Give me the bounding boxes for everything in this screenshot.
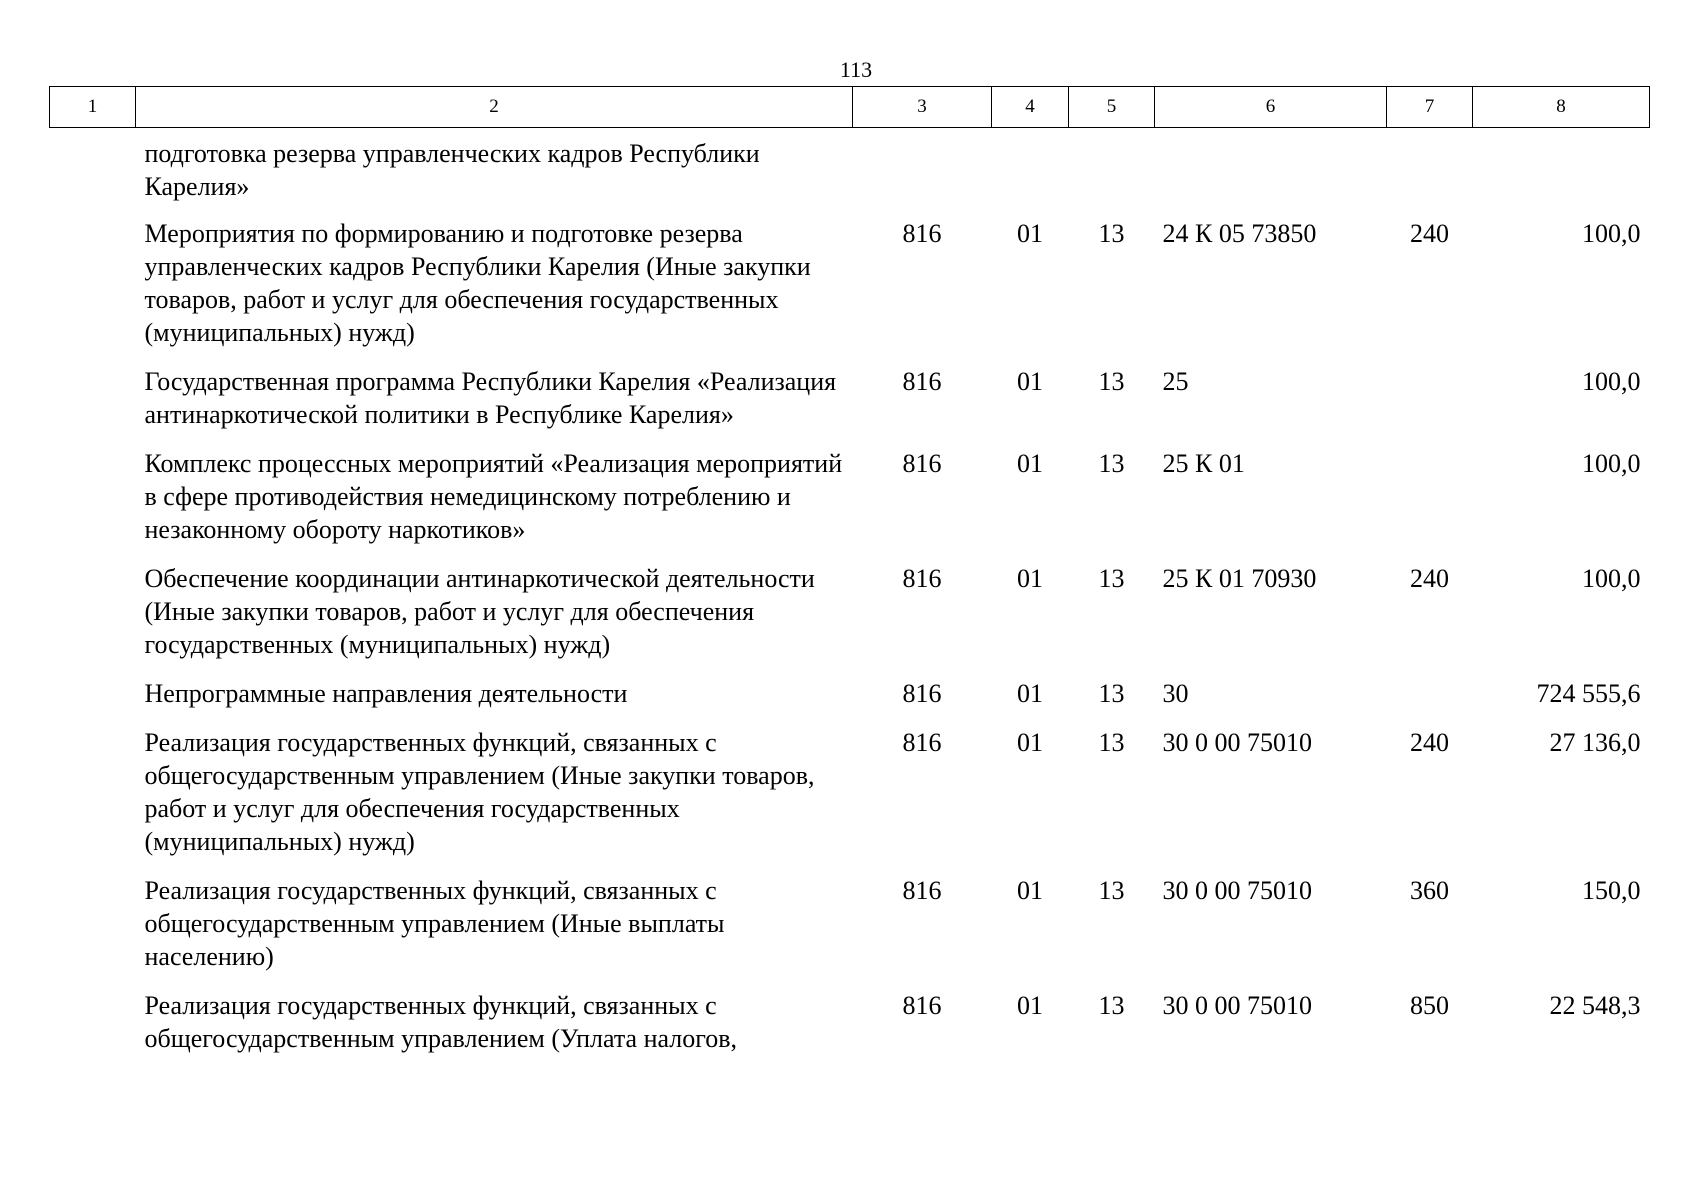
- row-description: Непрограммные направления деятельности: [144, 679, 628, 708]
- row-subsection: 13: [1098, 219, 1125, 248]
- row-target-article: 30 0 00 75010: [1162, 876, 1312, 905]
- row-amount: 100,0: [1582, 219, 1641, 248]
- row-amount: 150,0: [1582, 876, 1641, 905]
- row-target-article: 30 0 00 75010: [1162, 991, 1312, 1020]
- row-ministry: 816: [902, 219, 942, 248]
- row-target-article: 24 К 05 73850: [1162, 219, 1317, 248]
- table-row: [50, 989, 1650, 1071]
- table-row: [50, 365, 1650, 447]
- row-description: Реализация государственных функций, связанных с общегосударственным управлением (Иные закупки товаров, работ и услуг для обеспечения государственных (муниципальных) нужд): [144, 728, 815, 856]
- row-target-article: [1155, 128, 1387, 218]
- header-col-7: 7: [1387, 87, 1473, 128]
- row-section: 01: [1017, 876, 1043, 905]
- row-subsection: 13: [1098, 367, 1125, 396]
- row-amount: 100,0: [1582, 449, 1641, 478]
- row-expense-type: 240: [1410, 564, 1449, 593]
- row-section: 01: [1017, 564, 1043, 593]
- row-section: 01: [1017, 991, 1043, 1020]
- budget-table: [49, 86, 1650, 1071]
- row-amount: [1473, 128, 1650, 218]
- row-description: подготовка резерва управленческих кадров Республики Карелия»: [144, 139, 760, 201]
- header-col-3: 3: [853, 87, 992, 128]
- row-ministry: 816: [902, 728, 942, 757]
- row-subsection: 13: [1098, 564, 1125, 593]
- row-expense-type: 360: [1410, 876, 1449, 905]
- row-description: Реализация государственных функций, связанных с общегосударственным управлением (Иные выплаты населению): [144, 876, 725, 971]
- row-description: Реализация государственных функций, связанных с общегосударственным управлением (Уплата налогов,: [144, 991, 738, 1053]
- row-target-article: 30: [1162, 679, 1189, 708]
- header-row: [50, 87, 1650, 128]
- row-subsection: 13: [1098, 728, 1125, 757]
- row-amount: 27 136,0: [1549, 728, 1641, 757]
- row-description: Обеспечение координации антинаркотической деятельности (Иные закупки товаров, работ и услуг для обеспечения государственных (муниципальных) нужд): [144, 564, 815, 659]
- row-target-article: 30 0 00 75010: [1162, 728, 1312, 757]
- header-col-6: 6: [1155, 87, 1387, 128]
- row-target-article: 25 К 01 70930: [1162, 564, 1317, 593]
- row-subsection: 13: [1098, 991, 1125, 1020]
- row-section: 01: [1017, 367, 1043, 396]
- row-target-article: 25 К 01: [1162, 449, 1245, 478]
- row-subsection: [1069, 128, 1155, 218]
- row-section: 01: [1017, 728, 1043, 757]
- row-section: 01: [1017, 449, 1043, 478]
- row-expense-type: [1387, 447, 1473, 562]
- row-expense-type: [1387, 128, 1473, 218]
- row-ministry: [853, 128, 992, 218]
- row-amount: 724 555,6: [1536, 679, 1641, 708]
- row-target-article: 25: [1162, 367, 1189, 396]
- row-subsection: 13: [1098, 679, 1125, 708]
- table-row: [50, 217, 1650, 365]
- row-expense-type: 240: [1410, 728, 1449, 757]
- header-col-2: 2: [136, 87, 853, 128]
- row-expense-type: [1387, 365, 1473, 447]
- header-col-8: 8: [1473, 87, 1650, 128]
- row-description: Комплекс процессных мероприятий «Реализация мероприятий в сфере противодействия немедицинскому потреблению и незаконному обороту наркотиков»: [144, 449, 843, 544]
- row-ministry: 816: [902, 679, 942, 708]
- header-col-5: 5: [1069, 87, 1155, 128]
- row-ministry: 816: [902, 991, 942, 1020]
- table-row: [50, 677, 1650, 726]
- row-expense-type: [1387, 677, 1473, 726]
- row-section: 01: [1017, 219, 1043, 248]
- row-section: [992, 128, 1069, 218]
- row-ministry: 816: [902, 564, 942, 593]
- table-row: [50, 726, 1650, 874]
- row-amount: 100,0: [1582, 367, 1641, 396]
- table-row: [50, 562, 1650, 677]
- row-ministry: 816: [902, 367, 942, 396]
- table-row: [50, 447, 1650, 562]
- page-number: 113: [839, 57, 873, 82]
- row-section: 01: [1017, 679, 1043, 708]
- row-subsection: 13: [1098, 449, 1125, 478]
- row-expense-type: 240: [1410, 219, 1449, 248]
- table-row: [50, 128, 1650, 218]
- row-description: Мероприятия по формированию и подготовке резерва управленческих кадров Республики Карелия (Иные закупки товаров, работ и услуг для обеспечения государственных (муниципальных) нужд): [144, 219, 811, 347]
- row-subsection: 13: [1098, 876, 1125, 905]
- header-col-1: 1: [50, 87, 136, 128]
- row-amount: 22 548,3: [1549, 991, 1641, 1020]
- row-expense-type: 850: [1410, 991, 1449, 1020]
- row-description: Государственная программа Республики Карелия «Реализация антинаркотической политики в Республике Карелия»: [144, 367, 837, 429]
- header-col-4: 4: [992, 87, 1069, 128]
- row-amount: 100,0: [1582, 564, 1641, 593]
- table-row: [50, 874, 1650, 989]
- row-ministry: 816: [902, 449, 942, 478]
- row-ministry: 816: [902, 876, 942, 905]
